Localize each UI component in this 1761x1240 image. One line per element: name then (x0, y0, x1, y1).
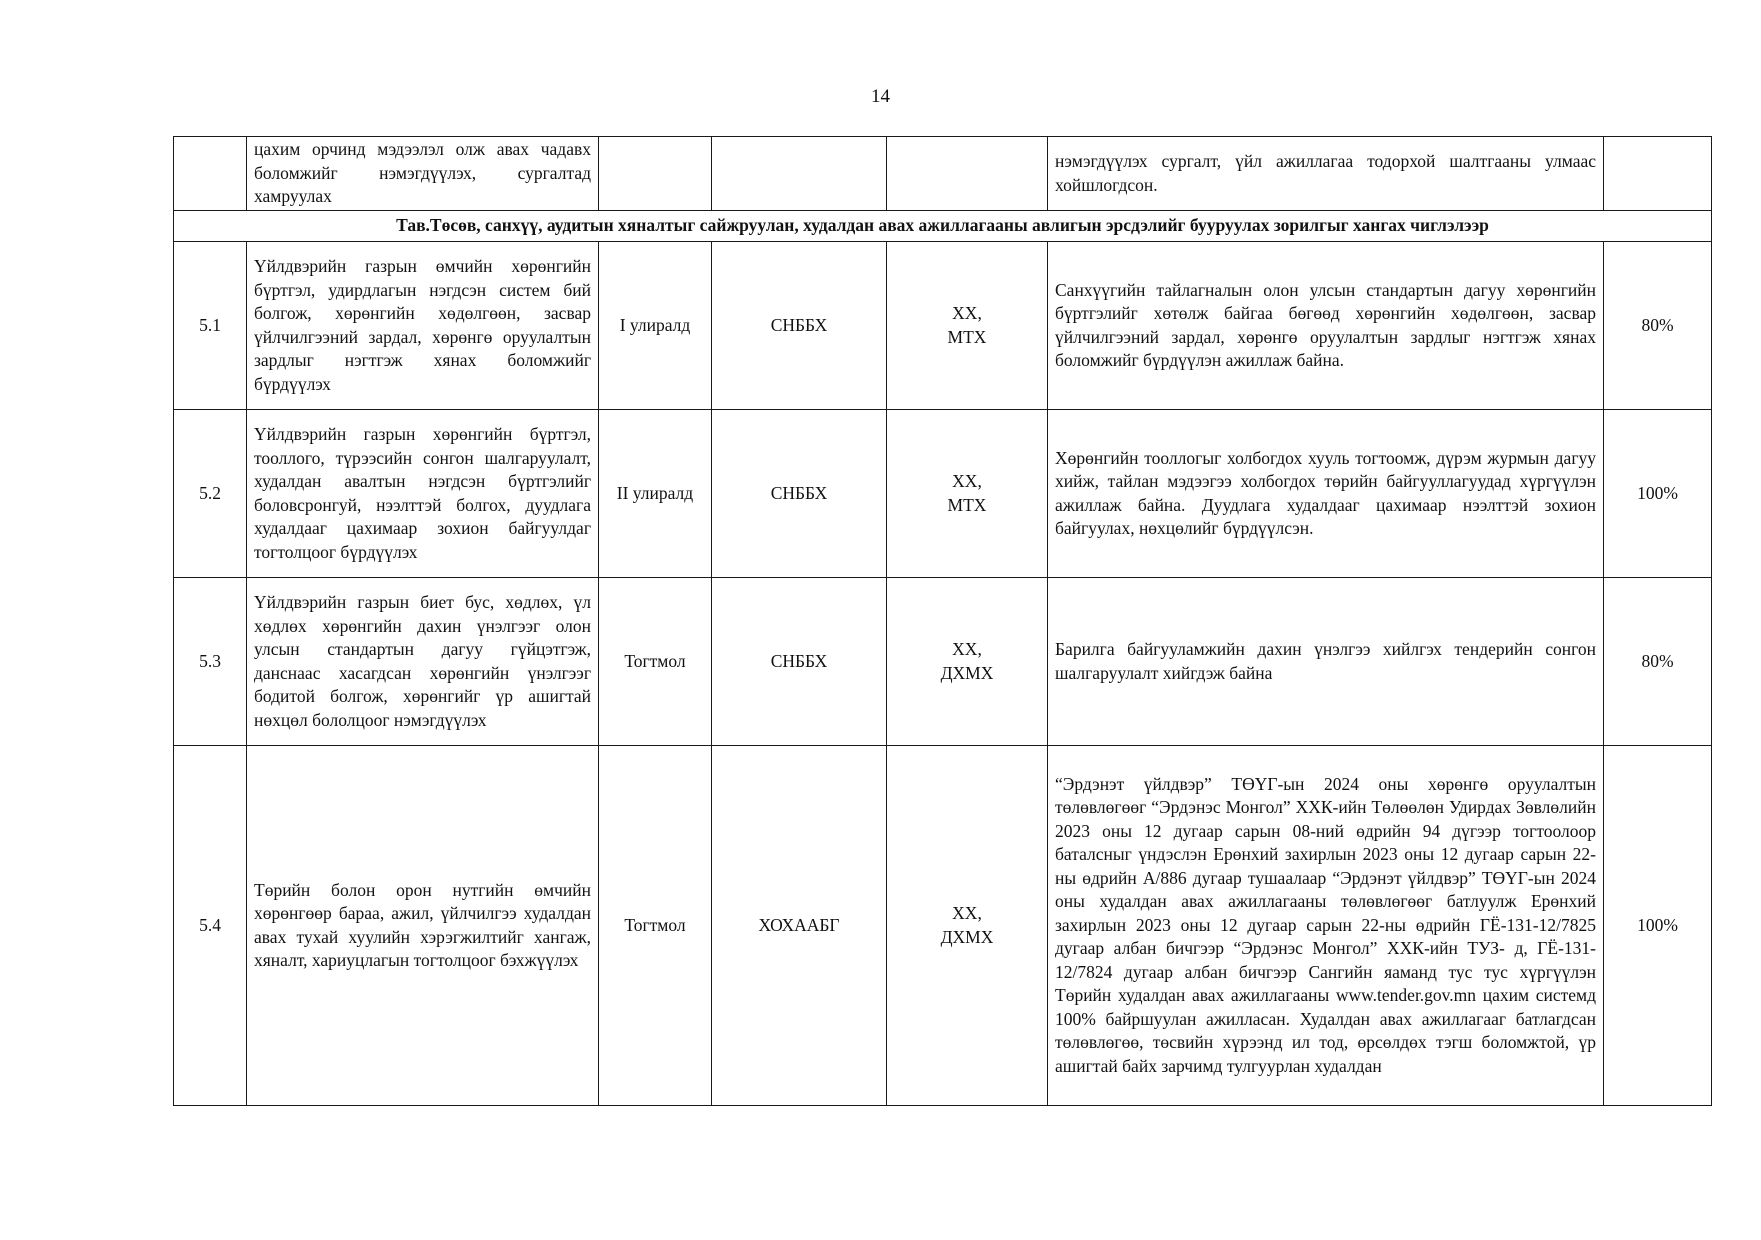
row-partner (887, 242, 1048, 410)
row-partner-line1: ХХ, (952, 303, 982, 323)
continuation-percent-cell (1604, 137, 1712, 211)
row-responsible: СНББХ (712, 578, 887, 746)
section-heading-row (174, 211, 1712, 242)
row-report: “Эрдэнэт үйлдвэр” ТӨҮГ-ын 2024 оны хөрөнгө оруулалтын төлөвлөгөөг “Эрдэнэс Монгол” ХХК-ийн Төлөөлөн Удирдах Зөвлөлийн 2023 оны 12 дугаар сарын 08-ний өдрийн 94 дүгээр тогтоолоор баталсныг үндэслэн Ерөнхий захирлын 2023 оны 12 дугаар сарын 22-ны өдрийн А/886 дугаар тушаалаар “Эрдэнэт үйлдвэр” ТӨҮГ-ын 2024 оны худалдан авах ажиллагааны төлөвлөгөөг батлуулж Ерөнхий захирлын 2023 оны 12 дугаар сарын 22-ны өдрийн ГЁ-131-12/7825 дугаар албан бичгээр “Эрдэнэс Монгол” ХХК-ийн ТУЗ- д, ГЁ-131-12/7824 дугаар албан бичгээр Сангийн яаманд тус тус хүргүүлэн Төрийн худалдан авах ажиллагааны www.tender.gov.mn цахим системд 100% байршуулан ажилласан. Худалдан авах ажиллагааг батлагдсан төлөвлөгөө, төсвийн хүрээнд ил тод, өрсөлдөх тэгш боломжтой, үр ашигтай байх зарчимд тулгуурлан худалдан (1048, 746, 1604, 1106)
row-partner (887, 578, 1048, 746)
action-plan-table (173, 136, 1712, 1106)
row-term: I улиралд (599, 242, 712, 410)
continuation-report: нэмэгдүүлэх сургалт, үйл ажиллагаа тодорхой шалтгааны улмаас хойшлогдсон. (1048, 137, 1604, 211)
row-responsible: СНББХ (712, 242, 887, 410)
row-term: Тогтмол (599, 746, 712, 1106)
continuation-term-cell (599, 137, 712, 211)
page-number: 14 (871, 86, 890, 107)
row-percent: 80% (1604, 242, 1712, 410)
continuation-row (174, 137, 1712, 211)
row-responsible: СНББХ (712, 410, 887, 578)
section-title: Тав.Төсөв, санхүү, аудитын хяналтыг сайжруулан, худалдан авах ажиллагааны авлигын эрсдэлийг бууруулах зорилгыг хангах чиглэлээр (174, 211, 1712, 242)
row-partner-line2: ДХМХ (940, 926, 994, 947)
row-partner-line1: ХХ, (952, 903, 982, 923)
row-report: Хөрөнгийн тооллогыг холбогдох хууль тогтоомж, дүрэм журмын дагуу хийж, тайлан мэдээгээ холбогдох төрийн байгууллагуудад хүргүүлэн ажиллаж байна. Дуудлага худалдааг цахимаар нээлттэй зохион байгуулах, нөхцөлийг бүрдүүлсэн. (1048, 410, 1604, 578)
continuation-description: цахим орчинд мэдээлэл олж авах чадавх боломжийг нэмэгдүүлэх, сургалтад хамруулах (247, 137, 599, 211)
row-report: Санхүүгийн тайлагналын олон улсын стандартын дагуу хөрөнгийн бүртгэлийг хөтөлж байгаа бөгөөд хөрөнгийн хөдөлгөөн, засвар үйлчилгээний зардал, хөрөнгө оруулалтын зардлыг нэгтгэж хянах боломжийг бүрдүүлэн ажиллаж байна. (1048, 242, 1604, 410)
row-number: 5.2 (174, 410, 247, 578)
table-row (174, 242, 1712, 410)
row-report: Барилга байгууламжийн дахин үнэлгээ хийлгэх тендерийн сонгон шалгаруулалт хийгдэж байна (1048, 578, 1604, 746)
row-partner-line2: МТХ (947, 494, 987, 515)
row-percent: 80% (1604, 578, 1712, 746)
row-term: II улиралд (599, 410, 712, 578)
row-description: Үйлдвэрийн газрын хөрөнгийн бүртгэл, тооллого, түрээсийн сонгон шалгаруулалт, худалдан авалтын нэгдсэн бүртгэлийг боловсронгуй, нээлттэй болгох, дуудлага худалдааг цахимаар зохион байгуулдаг тогтолцоог бүрдүүлэх (247, 410, 599, 578)
continuation-num-cell (174, 137, 247, 211)
row-partner-line1: ХХ, (952, 471, 982, 491)
row-partner-line2: МТХ (947, 326, 987, 347)
row-percent: 100% (1604, 746, 1712, 1106)
row-description: Үйлдвэрийн газрын биет бус, хөдлөх, үл хөдлөх хөрөнгийн дахин үнэлгээг олон улсын стандартын дагуу гүйцэтгэж, данснаас хасагдсан хөрөнгийн үнэлгээг бодитой болгож, хөрөнгийг үр ашигтай нөхцөл бололцоог нэмэгдүүлэх (247, 578, 599, 746)
row-description: Үйлдвэрийн газрын өмчийн хөрөнгийн бүртгэл, удирдлагын нэгдсэн систем бий болгож, хөрөнгийн хөдөлгөөн, засвар үйлчилгээний зардал, хөрөнгө оруулалтын зардлыг нэгтгэж хянах боломжийг бүрдүүлэх (247, 242, 599, 410)
row-number: 5.4 (174, 746, 247, 1106)
table-row (174, 746, 1712, 1106)
continuation-partner-cell (887, 137, 1048, 211)
row-partner-line2: ДХМХ (940, 662, 994, 683)
table-row (174, 410, 1712, 578)
row-term: Тогтмол (599, 578, 712, 746)
row-percent: 100% (1604, 410, 1712, 578)
row-description: Төрийн болон орон нутгийн өмчийн хөрөнгөөр бараа, ажил, үйлчилгээ худалдан авах тухай хуулийн хэрэгжилтийг хангаж, хяналт, хариуцлагын тогтолцоог бэхжүүлэх (247, 746, 599, 1106)
row-partner (887, 410, 1048, 578)
row-number: 5.3 (174, 578, 247, 746)
row-partner-line1: ХХ, (952, 639, 982, 659)
row-partner (887, 746, 1048, 1106)
row-responsible: ХОХААБГ (712, 746, 887, 1106)
table-row (174, 578, 1712, 746)
row-number: 5.1 (174, 242, 247, 410)
continuation-responsible-cell (712, 137, 887, 211)
